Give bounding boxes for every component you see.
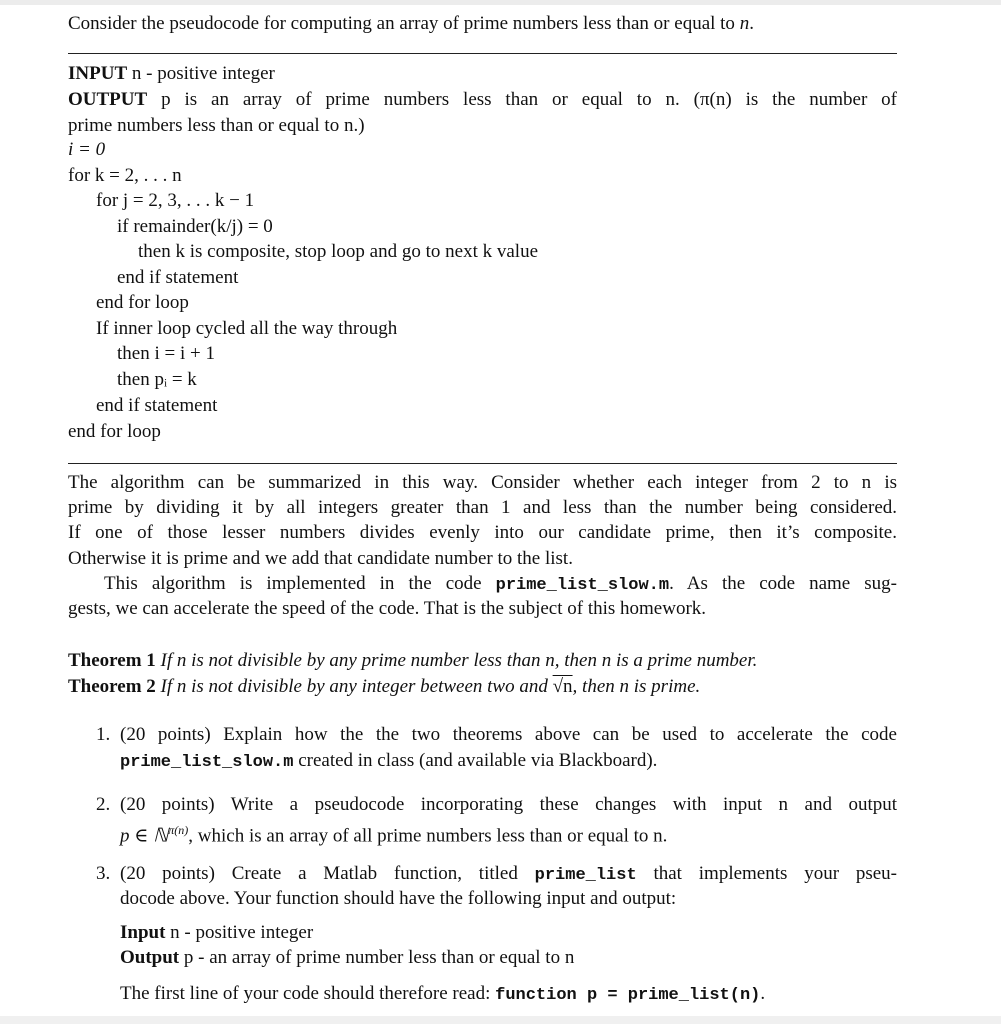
- code-line: end for loop: [96, 292, 189, 313]
- output-desc-cont: prime numbers less than or equal to n.): [68, 115, 365, 136]
- theorem-text: If n is not divisible by any prime number less than n, then n is a prime number.: [160, 650, 758, 671]
- top-band: [0, 0, 1001, 5]
- summary-text: This algorithm is implemented in the code: [104, 573, 496, 594]
- code-line: if remainder(k/j) = 0: [117, 216, 273, 237]
- code-line: for j = 2, 3, . . . k − 1: [96, 190, 255, 211]
- math-expression: p ∈ ℕ: [120, 825, 169, 847]
- function-signature: function p = prime_list(n): [495, 986, 761, 1005]
- code-filename: prime_list_slow.m: [495, 576, 670, 595]
- question-text: The first line of your code should therefore read:: [120, 983, 496, 1004]
- bottom-band: [0, 1016, 1001, 1024]
- period: .: [749, 13, 754, 34]
- math-superscript: π(n): [168, 823, 189, 837]
- question-number: 3.: [96, 863, 111, 884]
- output-keyword: Output: [120, 947, 180, 968]
- output-keyword: OUTPUT: [68, 89, 148, 110]
- question-text: created in class (and available via Blackboard).: [293, 750, 658, 771]
- summary-line: gests, we can accelerate the speed of the code. That is the subject of this homework.: [68, 598, 707, 619]
- question-text: (20 points) Create a Matlab function, titled: [120, 863, 535, 884]
- intro-sentence: Consider the pseudocode for computing an array of prime numbers less than or equal to: [68, 13, 740, 34]
- question-text: , which is an array of all prime numbers less than or equal to n.: [188, 825, 668, 847]
- code-line: then k is composite, stop loop and go to next k value: [138, 241, 539, 262]
- code-line: for k = 2, . . . n: [68, 165, 182, 186]
- period: .: [760, 983, 766, 1004]
- summary-text: . As the code name sug-: [669, 573, 897, 594]
- summary-line: The algorithm can be summarized in this way. Consider whether each integer from 2 to n is: [68, 472, 897, 493]
- divider-top: [68, 53, 897, 54]
- code-line: end if statement: [117, 267, 239, 288]
- code-filename: prime_list_slow.m: [120, 753, 294, 772]
- code-line: If inner loop cycled all the way through: [96, 318, 398, 339]
- question-text: (20 points) Write a pseudocode incorporating these changes with input n and output: [120, 794, 897, 815]
- output-desc: p is an array of prime numbers less than or equal to n. (π(n) is the number of: [161, 89, 898, 110]
- theorem-label: Theorem 2: [68, 676, 156, 697]
- question-text: docode above. Your function should have the following input and output:: [120, 888, 677, 909]
- summary-line: If one of those lesser numbers divides evenly into our candidate prime, then it’s composite.: [68, 522, 897, 543]
- question-text: (20 points) Explain how the the two theorems above can be used to accelerate the code: [120, 724, 897, 745]
- output-desc: p - an array of prime number less than or equal to n: [183, 947, 575, 968]
- math-n: n: [739, 13, 750, 34]
- code-line: i = 0: [68, 139, 106, 160]
- summary-line: prime by dividing it by all integers greater than 1 and less than the number being considered.: [68, 497, 897, 518]
- input-keyword: INPUT: [68, 63, 128, 84]
- summary-line: Otherwise it is prime and we add that candidate number to the list.: [68, 548, 573, 569]
- input-desc: n - positive integer: [131, 63, 275, 84]
- theorem-text: , then n is prime.: [572, 676, 701, 697]
- question-number: 1.: [96, 724, 111, 745]
- sqrt-n: √n: [552, 676, 573, 697]
- function-name: prime_list: [534, 866, 637, 885]
- theorem-text: If n is not divisible by any integer between two and: [160, 676, 553, 697]
- question-text: that implements your pseu-: [636, 863, 897, 884]
- code-line: then pᵢ = k: [117, 369, 197, 390]
- code-line: then i = i + 1: [117, 343, 215, 364]
- input-keyword: Input: [120, 922, 166, 943]
- code-line: end if statement: [96, 395, 218, 416]
- divider-bottom: [68, 463, 897, 464]
- intro-text: [68, 12, 754, 36]
- code-line: end for loop: [68, 421, 161, 442]
- question-number: 2.: [96, 794, 111, 815]
- theorem-label: Theorem 1: [68, 650, 156, 671]
- input-desc: n - positive integer: [170, 922, 314, 943]
